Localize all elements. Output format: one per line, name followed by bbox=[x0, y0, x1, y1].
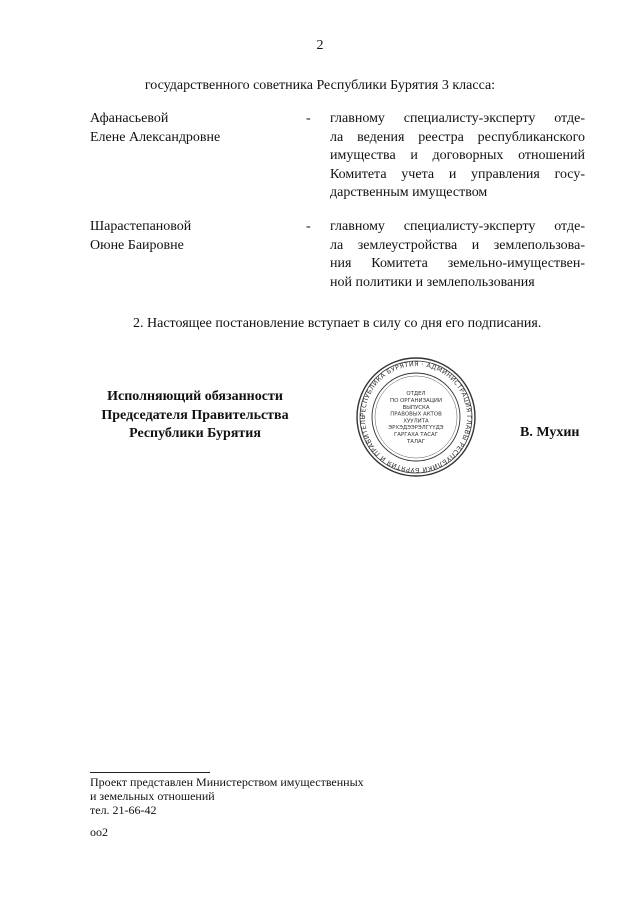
official-seal bbox=[355, 356, 477, 478]
appointee-row bbox=[90, 218, 585, 293]
page-number: 2 bbox=[316, 38, 324, 53]
appointee-position: главному специалисту-эксперту отде- ла землеустройства и землепользова- ния Комитета земельно-имуществен- ной политики и землепользования bbox=[330, 219, 585, 290]
seal-text-line: ЭРХЭДЭЭРЭЛГҮҮДЭ bbox=[388, 425, 444, 432]
seal-image bbox=[355, 356, 477, 478]
footer-note: Проект представлен Министерством имущественных и земельных отношений тел. 21-66-42 bbox=[90, 775, 364, 817]
document-code: оо2 bbox=[90, 825, 108, 839]
svg-text:РЕСПУБЛИКА БУРЯТИЯ · АДМИНИСТР: РЕСПУБЛИКА БУРЯТИЯ · АДМИНИСТРАЦИЯ ГЛАВЫ РЕСПУБЛИКИ БУРЯТИЯ И ПРАВИТЕЛЬ bbox=[358, 359, 474, 475]
seal-text-line: ПО ОРГАНИЗАЦИИ bbox=[390, 398, 442, 404]
seal-text-line: ОТДЕЛ bbox=[406, 391, 426, 398]
seal-text-line: ПРАВОВЫХ АКТОВ bbox=[390, 411, 442, 418]
seal-text-line: ГАРГАХА ТАСАГ bbox=[393, 432, 439, 438]
signatory-name: В. Мухин bbox=[520, 425, 580, 440]
dash: - bbox=[306, 111, 311, 126]
paragraph-2: 2. Настоящее постановление вступает в силу со дня его подписания. bbox=[133, 316, 542, 331]
seal-text-line: ХУУЛИТА bbox=[403, 418, 429, 425]
appointee-row bbox=[90, 110, 585, 205]
rank-heading: государственного советника Республики Бурятия 3 класса: bbox=[144, 78, 496, 93]
seal-text-line: ВЫПУСКА bbox=[402, 404, 430, 411]
appointee-name: Шарастепановой Оюне Баировне bbox=[90, 219, 192, 253]
appointee-position: главному специалисту-эксперту отде- ла ведения реестра республиканского имущества и договорных отношений Комитета учета и управления госу- дарственным имуществом bbox=[330, 111, 585, 200]
dash: - bbox=[306, 219, 311, 234]
seal-text-line: ТАЛАГ bbox=[406, 438, 426, 445]
footer-divider bbox=[90, 772, 210, 773]
appointee-name: Афанасьевой Елене Александровне bbox=[90, 111, 221, 145]
signatory-title: Исполняющий обязанности Председателя Правительства Республики Бурятия bbox=[101, 389, 289, 441]
